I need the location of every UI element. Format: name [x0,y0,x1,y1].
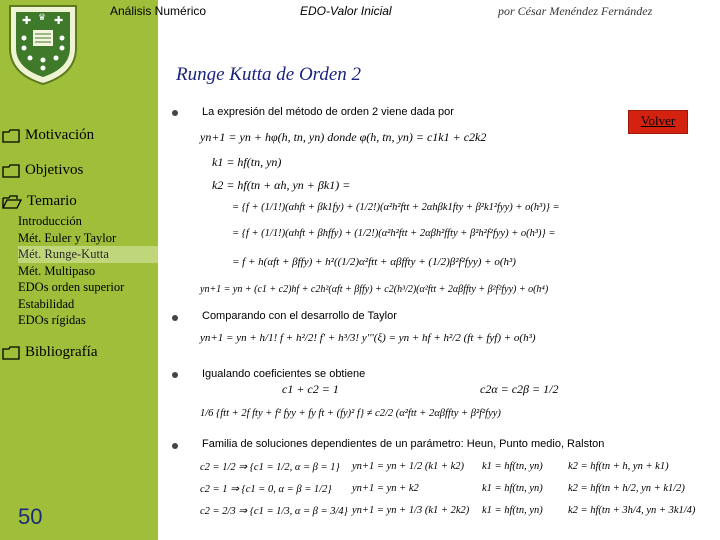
nav-bibliografia[interactable] [2,344,97,361]
bullet-icon [172,372,178,378]
svg-text:♛: ♛ [38,12,47,22]
nav-bibliografia-label: Bibliografía [25,344,98,360]
university-crest-icon [2,2,84,86]
submenu-item-runge-kutta[interactable]: Mét. Runge-Kutta [18,246,158,263]
equation-coef-3: 1/6 {ftt + 2f fty + f² fyy + fy ft + (fy)² f} ≠ c2/2 (α²ftt + 2αβffty + β²f²fyy) [200,408,501,419]
submenu-item-introduccion[interactable]: Introducción [18,214,82,228]
svg-text:✚: ✚ [22,15,32,27]
equation-method: yn+1 = yn + hφ(h, tn, yn) donde φ(h, tn, yn) = c1k1 + c2k2 [200,130,487,144]
folder-open-icon [2,195,22,209]
folder-icon [2,129,20,143]
equation-k1: k1 = hf(tn, yn) [212,155,282,169]
nav-temario-label: Temario [27,193,77,209]
family-midpoint-params: c2 = 1 ⇒ {c1 = 0, α = β = 1/2} [200,484,332,495]
bullet-text-4: Familia de soluciones dependientes de un parámetro: Heun, Punto medio, Ralston [202,438,605,450]
bullet-icon [172,110,178,116]
bullet-text-1: La expresión del método de orden 2 viene dada por [202,106,454,118]
family-midpoint-k1: k1 = hf(tn, yn) [482,483,543,494]
equation-coef-1: c1 + c2 = 1 [282,382,339,396]
nav-objetivos-label: Objetivos [25,162,84,178]
equation-expansion-1: = {f + (1/1!)(αhft + βk1fy) + (1/2!)(α²h²ftt + 2αhβk1fty + β²k1²fyy) + o(h³)} = [232,202,560,213]
sidebar [0,0,158,540]
bullet-text-2: Comparando con el desarrollo de Taylor [202,310,397,322]
family-midpoint-k2: k2 = hf(tn + h/2, yn + k1/2) [568,483,685,494]
svg-text:✚: ✚ [54,15,64,27]
equation-taylor: yn+1 = yn + h/1! f + h²/2! f' + h³/3! y'''(ξ) = yn + hf + h²/2 (ft + fyf) + o(h³) [200,332,536,344]
submenu-item-edos-orden-superior[interactable]: EDOs orden superior [18,280,125,294]
nav-temario[interactable] [2,193,77,210]
nav-motivacion-label: Motivación [25,127,95,143]
temario-submenu [18,213,158,329]
nav-objetivos[interactable] [2,162,83,179]
submenu-item-edos-rigidas[interactable]: EDOs rígidas [18,313,86,327]
header-author: por César Menéndez Fernández [498,4,653,18]
folder-icon [2,346,20,360]
header-topic: EDO-Valor Inicial [300,4,392,18]
family-midpoint-y: yn+1 = yn + k2 [352,483,419,494]
equation-expansion-2: = {f + (1/1!)(αhft + βhffy) + (1/2!)(α²h²ftt + 2αβh²ffty + β²h²f²fyy) + o(h³)} = [232,228,556,239]
folder-icon [2,164,20,178]
nav-motivacion[interactable] [2,127,94,144]
bullet-text-3: Igualando coeficientes se obtiene [202,368,366,380]
header-course: Análisis Numérico [110,4,207,18]
family-heun-k2: k2 = hf(tn + h, yn + k1) [568,461,669,472]
bullet-icon [172,443,178,449]
page-number: 50 [18,504,43,529]
family-ralston-k1: k1 = hf(tn, yn) [482,505,543,516]
equation-k2: k2 = hf(tn + αh, yn + βk1) = [212,178,351,192]
equation-coef-2: c2α = c2β = 1/2 [480,382,559,396]
family-ralston-params: c2 = 2/3 ⇒ {c1 = 1/3, α = β = 3/4} [200,506,348,517]
submenu-item-euler-taylor[interactable]: Mét. Euler y Taylor [18,230,117,245]
equation-expansion-3: = f + h(αft + βffy) + h²((1/2)α²ftt + αβffty + (1/2)β²f²fyy) + o(h³) [232,256,516,268]
submenu-item-multipaso[interactable]: Mét. Multipaso [18,263,96,278]
submenu-item-estabilidad[interactable]: Estabilidad [18,296,75,311]
slide-title: Runge Kutta de Orden 2 [176,64,362,85]
family-heun-k1: k1 = hf(tn, yn) [482,461,543,472]
bullet-icon [172,315,178,321]
family-ralston-k2: k2 = hf(tn + 3h/4, yn + 3k1/4) [568,505,696,516]
equation-yn1: yn+1 = yn + (c1 + c2)hf + c2h²(αft + βffy) + c2(h³/2)(α²ftt + 2αβffty + β²f²fyy) + o(h⁴) [200,284,549,295]
family-heun-params: c2 = 1/2 ⇒ {c1 = 1/2, α = β = 1} [200,462,340,473]
volver-button[interactable]: Volver [628,110,688,134]
family-ralston-y: yn+1 = yn + 1/3 (k1 + 2k2) [352,505,470,516]
family-heun-y: yn+1 = yn + 1/2 (k1 + k2) [352,461,465,472]
